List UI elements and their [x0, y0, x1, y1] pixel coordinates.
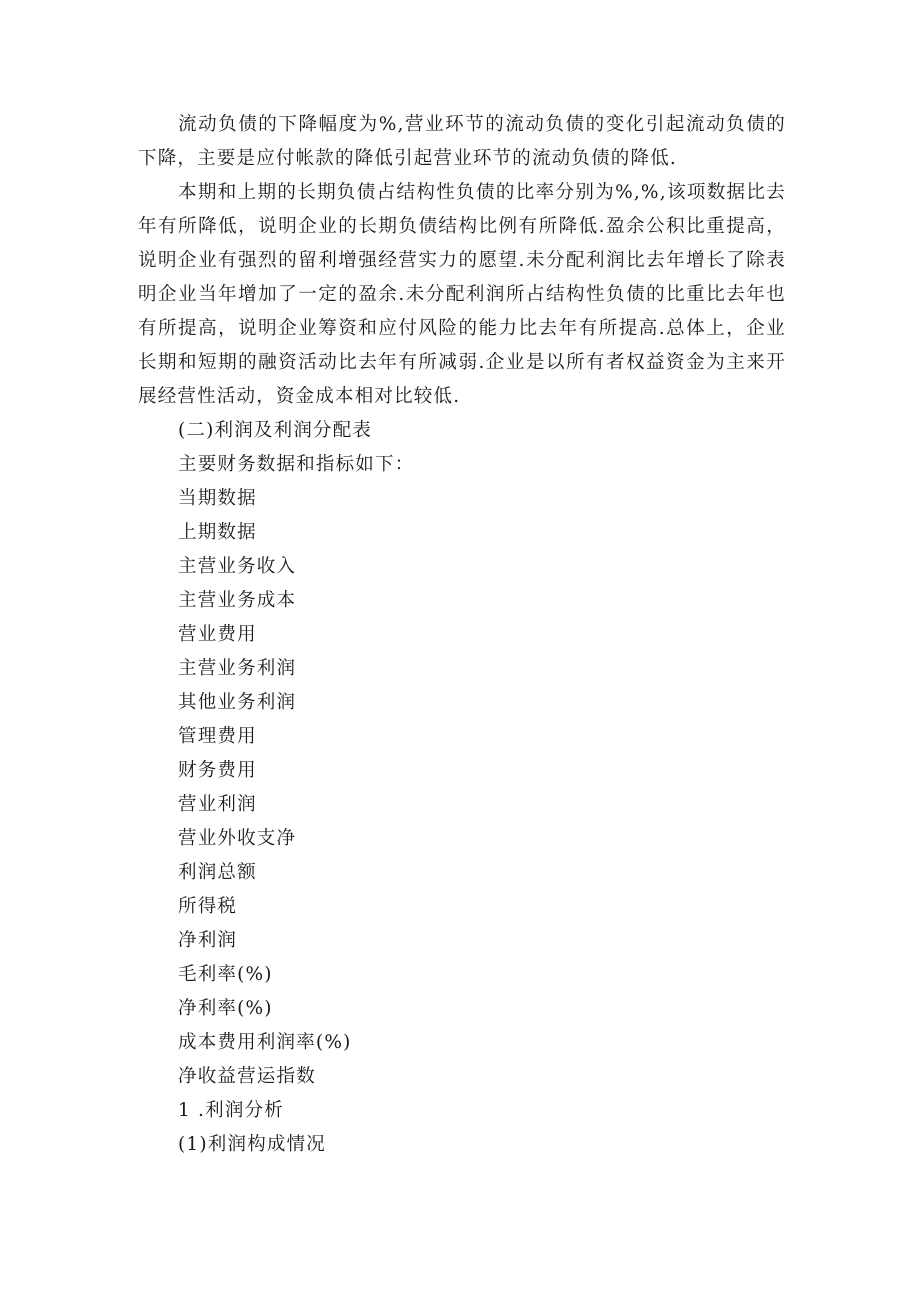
list-item: 主营业务利润 — [178, 658, 297, 679]
list-item: 主营业务收入 — [178, 556, 297, 577]
paragraph-current-liabilities: 流动负债的下降幅度为%,营业环节的流动负债的变化引起流动负债的下降，主要是应付帐款的降低引起营业环节的流动负债的降低. — [138, 114, 786, 169]
paragraph-long-term-liabilities: 本期和上期的长期负债占结构性负债的比率分别为%,%,该项数据比去年有所降低，说明企业的长期负债结构比例有所降低.盈余公积比重提高，说明企业有强烈的留利增强经营实力的愿望.未分配利润比去年增长了除表明企业当年增加了一定的盈余.未分配利润所占结构性负债的比重比去年也有所提高，说明企业筹资和应付风险的能力比去年有所提高.总体上，企业长期和短期的融资活动比去年有所减弱.企业是以所有者权益资金为主来开展经营性活动，资金成本相对比较低. — [138, 182, 786, 407]
list-item: 毛利率(%) — [178, 964, 273, 985]
section-heading: (二)利润及利润分配表 — [178, 420, 373, 441]
subheading-profit-composition: (1)利润构成情况 — [178, 1134, 327, 1155]
list-item: 管理费用 — [178, 726, 257, 747]
list-item: 当期数据 — [178, 488, 257, 509]
list-item: 财务费用 — [178, 760, 257, 781]
subheading-profit-analysis: 1 .利润分析 — [178, 1100, 284, 1121]
list-item: 主营业务成本 — [178, 590, 297, 611]
intro-line: 主要财务数据和指标如下： — [178, 454, 415, 475]
list-item: 上期数据 — [178, 522, 257, 543]
list-item: 利润总额 — [178, 862, 257, 883]
list-item: 净收益营运指数 — [178, 1066, 316, 1087]
list-item: 其他业务利润 — [178, 692, 297, 713]
list-item: 营业外收支净 — [178, 828, 297, 849]
list-item: 所得税 — [178, 896, 238, 917]
list-item: 营业费用 — [178, 624, 257, 645]
list-item: 净利润 — [178, 930, 238, 951]
list-item: 净利率(%) — [178, 998, 273, 1019]
list-item: 营业利润 — [178, 794, 257, 815]
document-body — [138, 108, 786, 1162]
list-item: 成本费用利润率(%) — [178, 1032, 352, 1053]
